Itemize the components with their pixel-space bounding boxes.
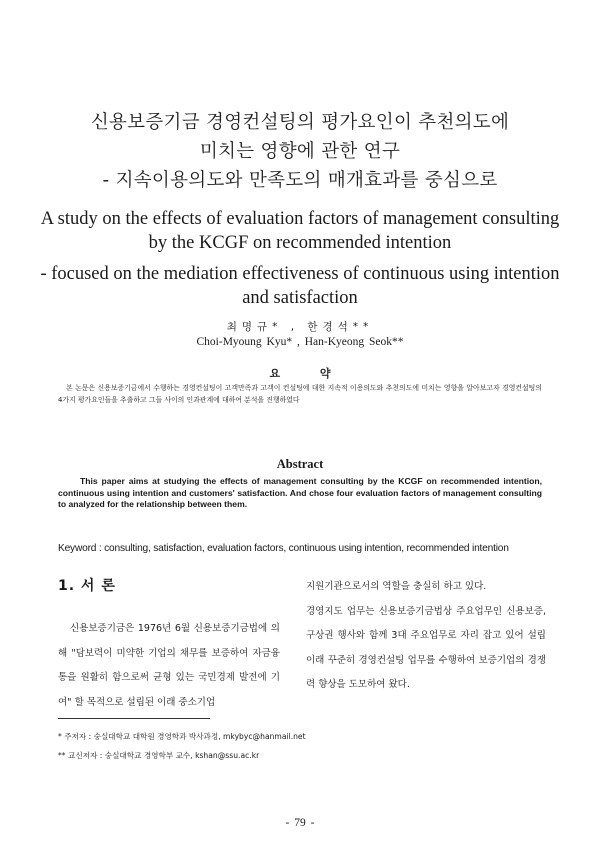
english-title: A study on the effects of evaluation factors of management consulting by the KCGF on recommended intention: [40, 209, 560, 253]
korean-title-line-3: - 지속이용의도와 만족도의 매개효과를 중심으로: [102, 170, 498, 191]
introduction-paragraph-1: 신용보증기금은 1976년 6월 신용보증기금법에 의해 "담보력이 미약한 기업의 채무를 보증하여 자금융통을 원활히 함으로써 균형 있는 국민경제 발전에 기여" 할 목적으로 설립된 이래 중소기업: [58, 623, 280, 708]
korean-abstract-body: 본 논문은 신용보증기금에서 수행하는 경영컨설팅이 고객만족과 고객이 컨설팅에 대한 지속적 이용의도와 추천의도에 미치는 영향을 알아보고자 경영컨설팅의 4가지 평가요인들을 추출하고 그들 사이의 인과관계에 대하여 분석을 진행하였다: [58, 384, 542, 404]
korean-abstract-heading: 요 약: [269, 367, 349, 380]
korean-title-line-1: 신용보증기금 경영컨설팅의 평가요인이 추천의도에: [90, 112, 510, 133]
english-subtitle: - focused on the mediation effectiveness of continuous using intention and satisfaction: [40, 264, 560, 308]
abstract-body: This paper aims at studying the effects of management consulting by the KCGF on recommended intention, continuous using intention and customers' satisfaction. And chose four evaluation factors of management consulting to analyzed for the relationship between them.: [58, 476, 542, 509]
abstract-heading: Abstract: [276, 457, 324, 471]
footnote-first-author: * 주저자 : 숭실대학교 대학원 경영학과 박사과정, mkybyc@hanmail.net: [58, 732, 306, 741]
page-number: - 79 -: [285, 817, 315, 829]
introduction-paragraph-2: 경영지도 업무는 신용보증기금법상 주요업무인 신용보증, 구상권 행사와 함께 3대 주요업무로 자리 잡고 있어 설립 이래 꾸준히 경영컨설팅 업무를 수행하여 보증기업의 경쟁력 향상을 도모하여 왔다.: [306, 605, 546, 690]
korean-title: [0, 108, 600, 195]
right-column: [306, 575, 546, 698]
footnote-divider: [58, 718, 210, 719]
section-heading-introduction: 1. 서 론: [58, 578, 116, 594]
introduction-continuation: 지원기관으로서의 역할을 충실히 하고 있다.: [306, 581, 487, 592]
footnotes: [58, 727, 538, 765]
korean-title-line-2: 미치는 영향에 관한 연구: [199, 141, 401, 162]
authors-english: Choi-Myoung Kyu* , Han-Kyeong Seok**: [196, 336, 404, 348]
keywords: Keyword : consulting, satisfaction, evaluation factors, continuous using intention, recommended intention: [58, 543, 509, 554]
left-column: [58, 575, 280, 715]
footnote-corresponding-author: ** 교신저자 : 숭실대학교 경영학부 교수, kshan@ssu.ac.kr: [58, 751, 260, 760]
authors-korean: 최명규* , 한경석**: [226, 321, 374, 333]
